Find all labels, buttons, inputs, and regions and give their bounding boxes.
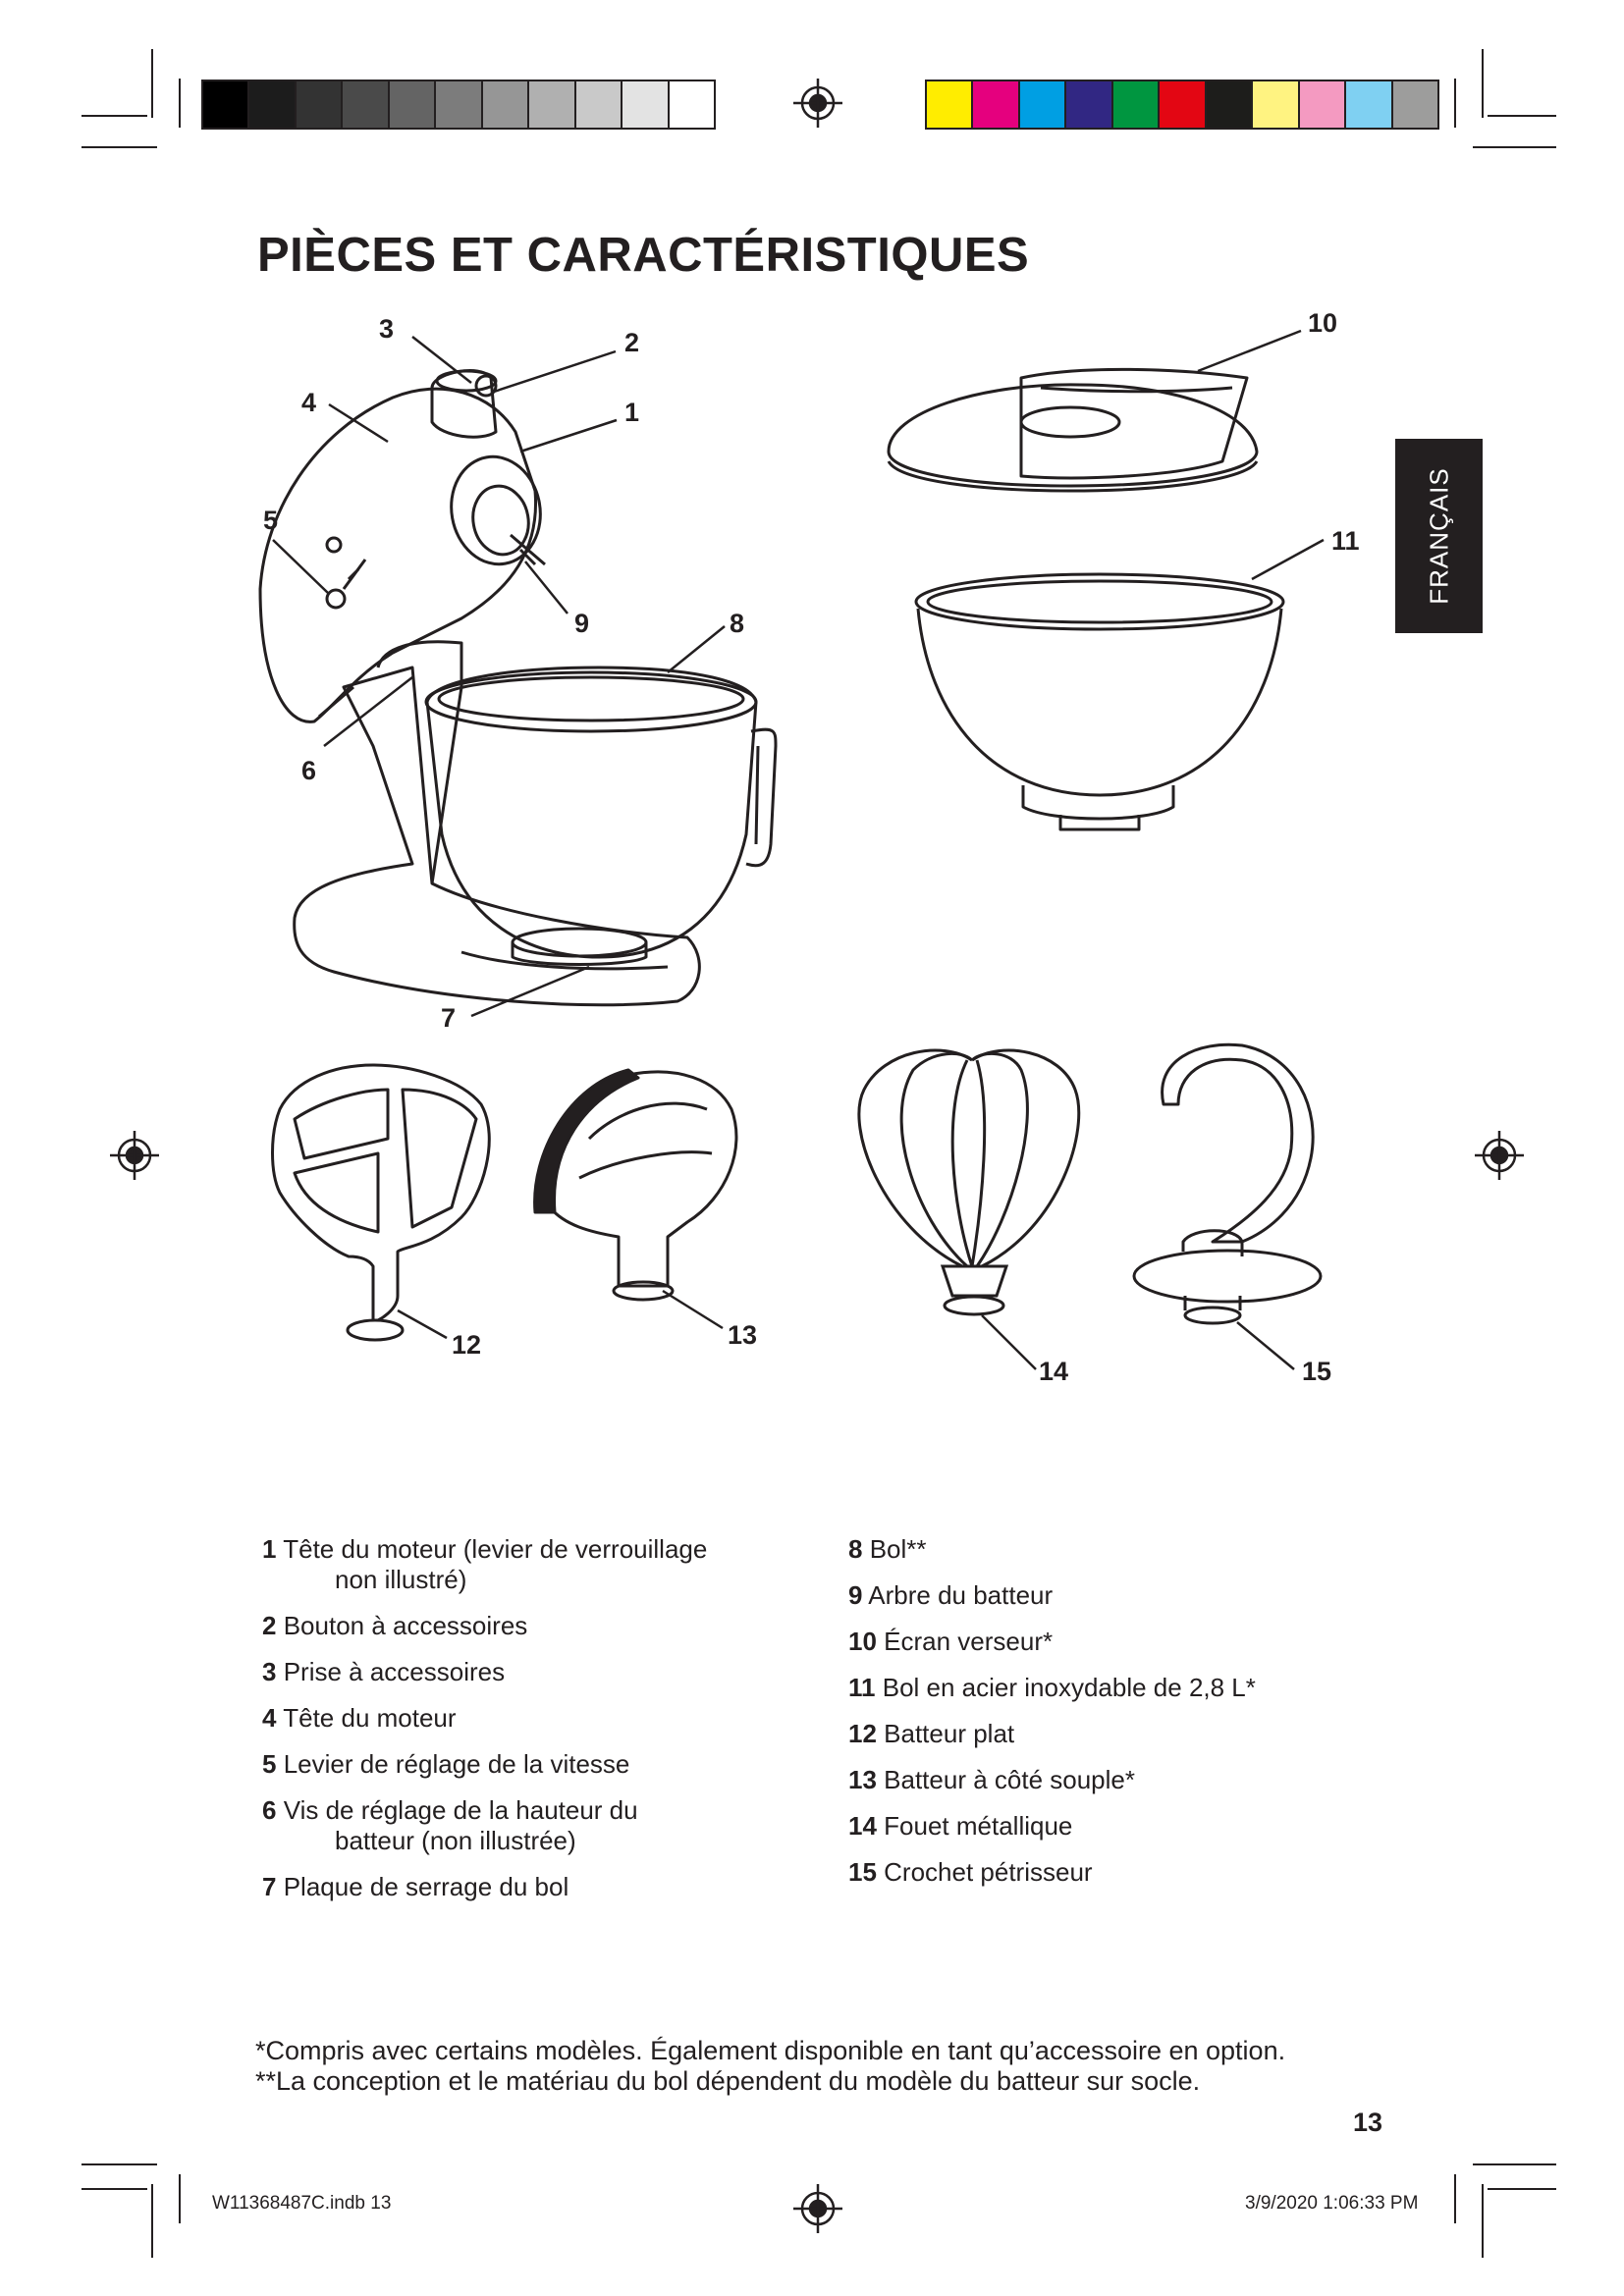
legend-item xyxy=(262,1703,457,1734)
legend-number: 13 xyxy=(848,1765,877,1794)
legend-item xyxy=(262,1534,707,1595)
legend-number: 7 xyxy=(262,1872,277,1901)
legend-text: Tête du moteur (levier de verrouillage xyxy=(283,1534,708,1564)
legend-item xyxy=(262,1795,638,1856)
legend-number: 15 xyxy=(848,1857,877,1887)
legend-number: 4 xyxy=(262,1703,277,1733)
legend-number: 6 xyxy=(262,1795,277,1825)
legend-item xyxy=(848,1627,1053,1657)
legend-number: 1 xyxy=(262,1534,277,1564)
dough-hook-illustration xyxy=(1134,1044,1321,1323)
legend-number: 3 xyxy=(262,1657,277,1686)
callout-9: 9 xyxy=(574,609,590,638)
callout-14: 14 xyxy=(1039,1357,1069,1386)
language-tab xyxy=(1395,439,1483,633)
legend-text: Bol** xyxy=(869,1534,927,1564)
callout-4: 4 xyxy=(301,388,317,417)
legend-text: Fouet métallique xyxy=(884,1811,1073,1841)
legend-item xyxy=(262,1749,629,1780)
legend-item xyxy=(262,1657,505,1687)
legend-text: Écran verseur* xyxy=(884,1627,1054,1656)
legend-number: 9 xyxy=(848,1580,863,1610)
registration-target-bottom xyxy=(793,2184,842,2233)
legend-number: 12 xyxy=(848,1719,877,1748)
callout-5: 5 xyxy=(263,506,279,535)
callout-1: 1 xyxy=(624,398,640,427)
wire-whip-illustration xyxy=(859,1050,1079,1314)
legend-number: 14 xyxy=(848,1811,877,1841)
stand-mixer-illustration xyxy=(260,371,776,1005)
legend-item xyxy=(262,1611,527,1641)
legend-text: Vis de réglage de la hauteur du xyxy=(283,1795,638,1825)
legend-text: Prise à accessoires xyxy=(283,1657,506,1686)
slug-timestamp: 3/9/2020 1:06:33 PM xyxy=(1245,2193,1419,2214)
callout-8: 8 xyxy=(730,609,745,638)
callout-12: 12 xyxy=(452,1330,482,1360)
legend-text: Batteur à côté souple* xyxy=(884,1765,1135,1794)
slug-filename: W11368487C.indb 13 xyxy=(212,2193,392,2214)
callout-6: 6 xyxy=(301,756,317,785)
legend-text: Bouton à accessoires xyxy=(283,1611,528,1640)
legend-item xyxy=(848,1673,1256,1703)
legend-text: Arbre du batteur xyxy=(868,1580,1054,1610)
callout-7: 7 xyxy=(441,1003,457,1033)
registration-target-left xyxy=(110,1131,159,1180)
registration-target-right xyxy=(1475,1131,1524,1180)
legend-item xyxy=(848,1580,1053,1611)
legend-number: 2 xyxy=(262,1611,277,1640)
callout-2: 2 xyxy=(624,328,640,357)
legend-item xyxy=(848,1719,1014,1749)
flex-edge-beater-illustration xyxy=(535,1070,736,1300)
legend-text: Crochet pétrisseur xyxy=(884,1857,1093,1887)
page-number: 13 xyxy=(1353,2108,1383,2137)
legend-number: 5 xyxy=(262,1749,277,1779)
pouring-shield-illustration xyxy=(889,369,1257,491)
legend-text-continued: non illustré) xyxy=(335,1565,467,1594)
legend-item xyxy=(848,1857,1093,1888)
callout-15: 15 xyxy=(1302,1357,1332,1386)
legend-item xyxy=(848,1811,1072,1842)
legend-item xyxy=(848,1765,1135,1795)
flat-beater-illustration xyxy=(273,1065,490,1340)
legend-text: Batteur plat xyxy=(884,1719,1015,1748)
legend-number: 11 xyxy=(848,1673,876,1702)
legend-item xyxy=(848,1534,927,1565)
legend-text: Plaque de serrage du bol xyxy=(283,1872,569,1901)
callout-10: 10 xyxy=(1308,308,1338,338)
callout-3: 3 xyxy=(379,314,395,344)
callout-11: 11 xyxy=(1331,526,1360,556)
legend-text: Levier de réglage de la vitesse xyxy=(283,1749,630,1779)
steel-bowl-illustration xyxy=(916,574,1283,829)
page-title: PIÈCES ET CARACTÉRISTIQUES xyxy=(257,229,1030,282)
legend-text: Tête du moteur xyxy=(283,1703,457,1733)
footnote-2: **La conception et le matériau du bol dépendent du modèle du batteur sur socle. xyxy=(255,2066,1201,2096)
legend-text: Bol en acier inoxydable de 2,8 L* xyxy=(882,1673,1256,1702)
callout-13: 13 xyxy=(728,1320,758,1350)
legend-number: 10 xyxy=(848,1627,877,1656)
language-tab-label: FRANÇAIS xyxy=(1424,467,1453,605)
legend-number: 8 xyxy=(848,1534,863,1564)
footnote-1: *Compris avec certains modèles. Également disponible en tant qu’accessoire en option. xyxy=(255,2036,1286,2065)
legend-item xyxy=(262,1872,568,1902)
registration-target-top xyxy=(793,79,842,128)
legend-text-continued: batteur (non illustrée) xyxy=(335,1826,576,1855)
